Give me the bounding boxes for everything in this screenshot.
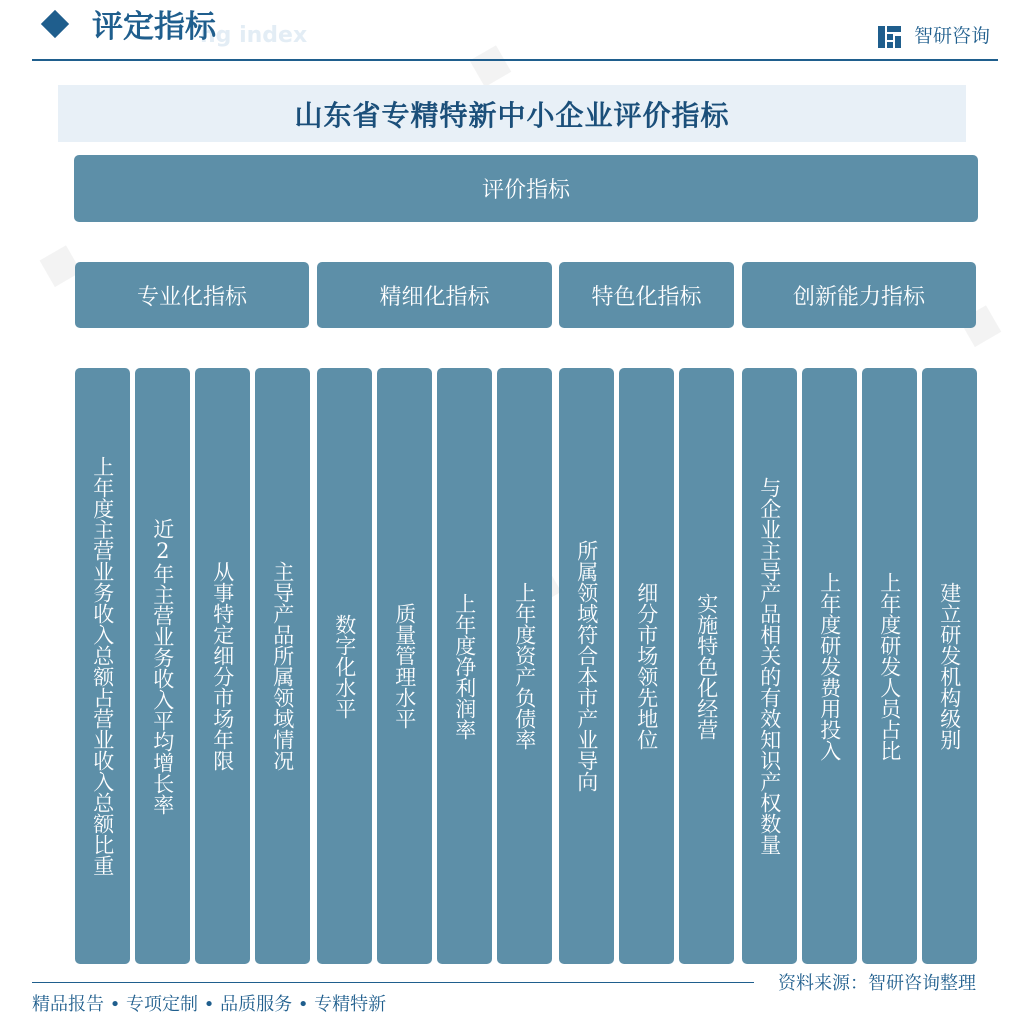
indicator-box [437, 368, 492, 964]
indicator-label: 数字化水平 [332, 613, 357, 719]
indicator-label: 上年度研发费用投入 [817, 571, 842, 761]
indicator-label: 所属领域符合本市产业导向 [574, 540, 599, 792]
header [0, 0, 1034, 60]
diagram-title-band [58, 85, 966, 142]
indicator-label: 近2年主营业务收入平均增长率 [150, 517, 175, 815]
indicator-label: 质量管理水平 [392, 603, 417, 729]
indicator-label: 上年度资产负债率 [512, 582, 537, 750]
indicator-box [679, 368, 734, 964]
indicator-box [135, 368, 190, 964]
indicator-label: 上年度主营业务收入总额占营业收入总额比重 [90, 456, 115, 876]
indicator-box [317, 368, 372, 964]
indicator-label: 与企业主导产品相关的有效知识产权数量 [757, 477, 782, 855]
indicator-box [195, 368, 250, 964]
category-label: 特色化指标 [591, 284, 702, 310]
footer-divider [32, 982, 754, 983]
indicator-box [497, 368, 552, 964]
indicator-box [802, 368, 857, 964]
indicator-label: 主导产品所属领域情况 [270, 561, 295, 771]
indicator-box [619, 368, 674, 964]
diagram-title: 山东省专精特新中小企业评价指标 [294, 98, 730, 132]
indicator-label: 上年度研发人员占比 [877, 571, 902, 761]
category-distinctive [559, 262, 734, 328]
root-label: 评价指标 [481, 178, 570, 203]
indicator-box [255, 368, 310, 964]
root-node [74, 155, 978, 222]
indicator-box [559, 368, 614, 964]
category-label: 精细化指标 [379, 284, 490, 310]
category-refined [317, 262, 552, 328]
indicator-label: 实施特色化经营 [694, 592, 719, 740]
indicator-box [75, 368, 130, 964]
header-ghost-text: ng index [200, 23, 308, 48]
page-title: 评定指标 [92, 9, 216, 45]
indicator-box [742, 368, 797, 964]
footer-slogan: 精品报告 • 专项定制 • 品质服务 • 专精特新 [32, 994, 387, 1015]
category-label: 专业化指标 [136, 284, 247, 310]
indicator-label: 上年度净利润率 [452, 592, 477, 740]
brand-name: 智研咨询 [914, 25, 991, 47]
category-innovation [742, 262, 976, 328]
indicator-label: 细分市场领先地位 [634, 582, 659, 750]
indicator-label: 建立研发机构级别 [937, 582, 962, 750]
source-note: 资料来源：智研咨询整理 [778, 973, 976, 994]
brand-logo-icon [877, 24, 903, 50]
indicator-box [922, 368, 977, 964]
indicator-box [862, 368, 917, 964]
header-divider [32, 59, 998, 61]
category-label: 创新能力指标 [792, 284, 925, 310]
indicator-label: 从事特定细分市场年限 [210, 561, 235, 771]
category-specialized [75, 262, 309, 328]
indicator-box [377, 368, 432, 964]
diamond-icon [41, 10, 69, 38]
